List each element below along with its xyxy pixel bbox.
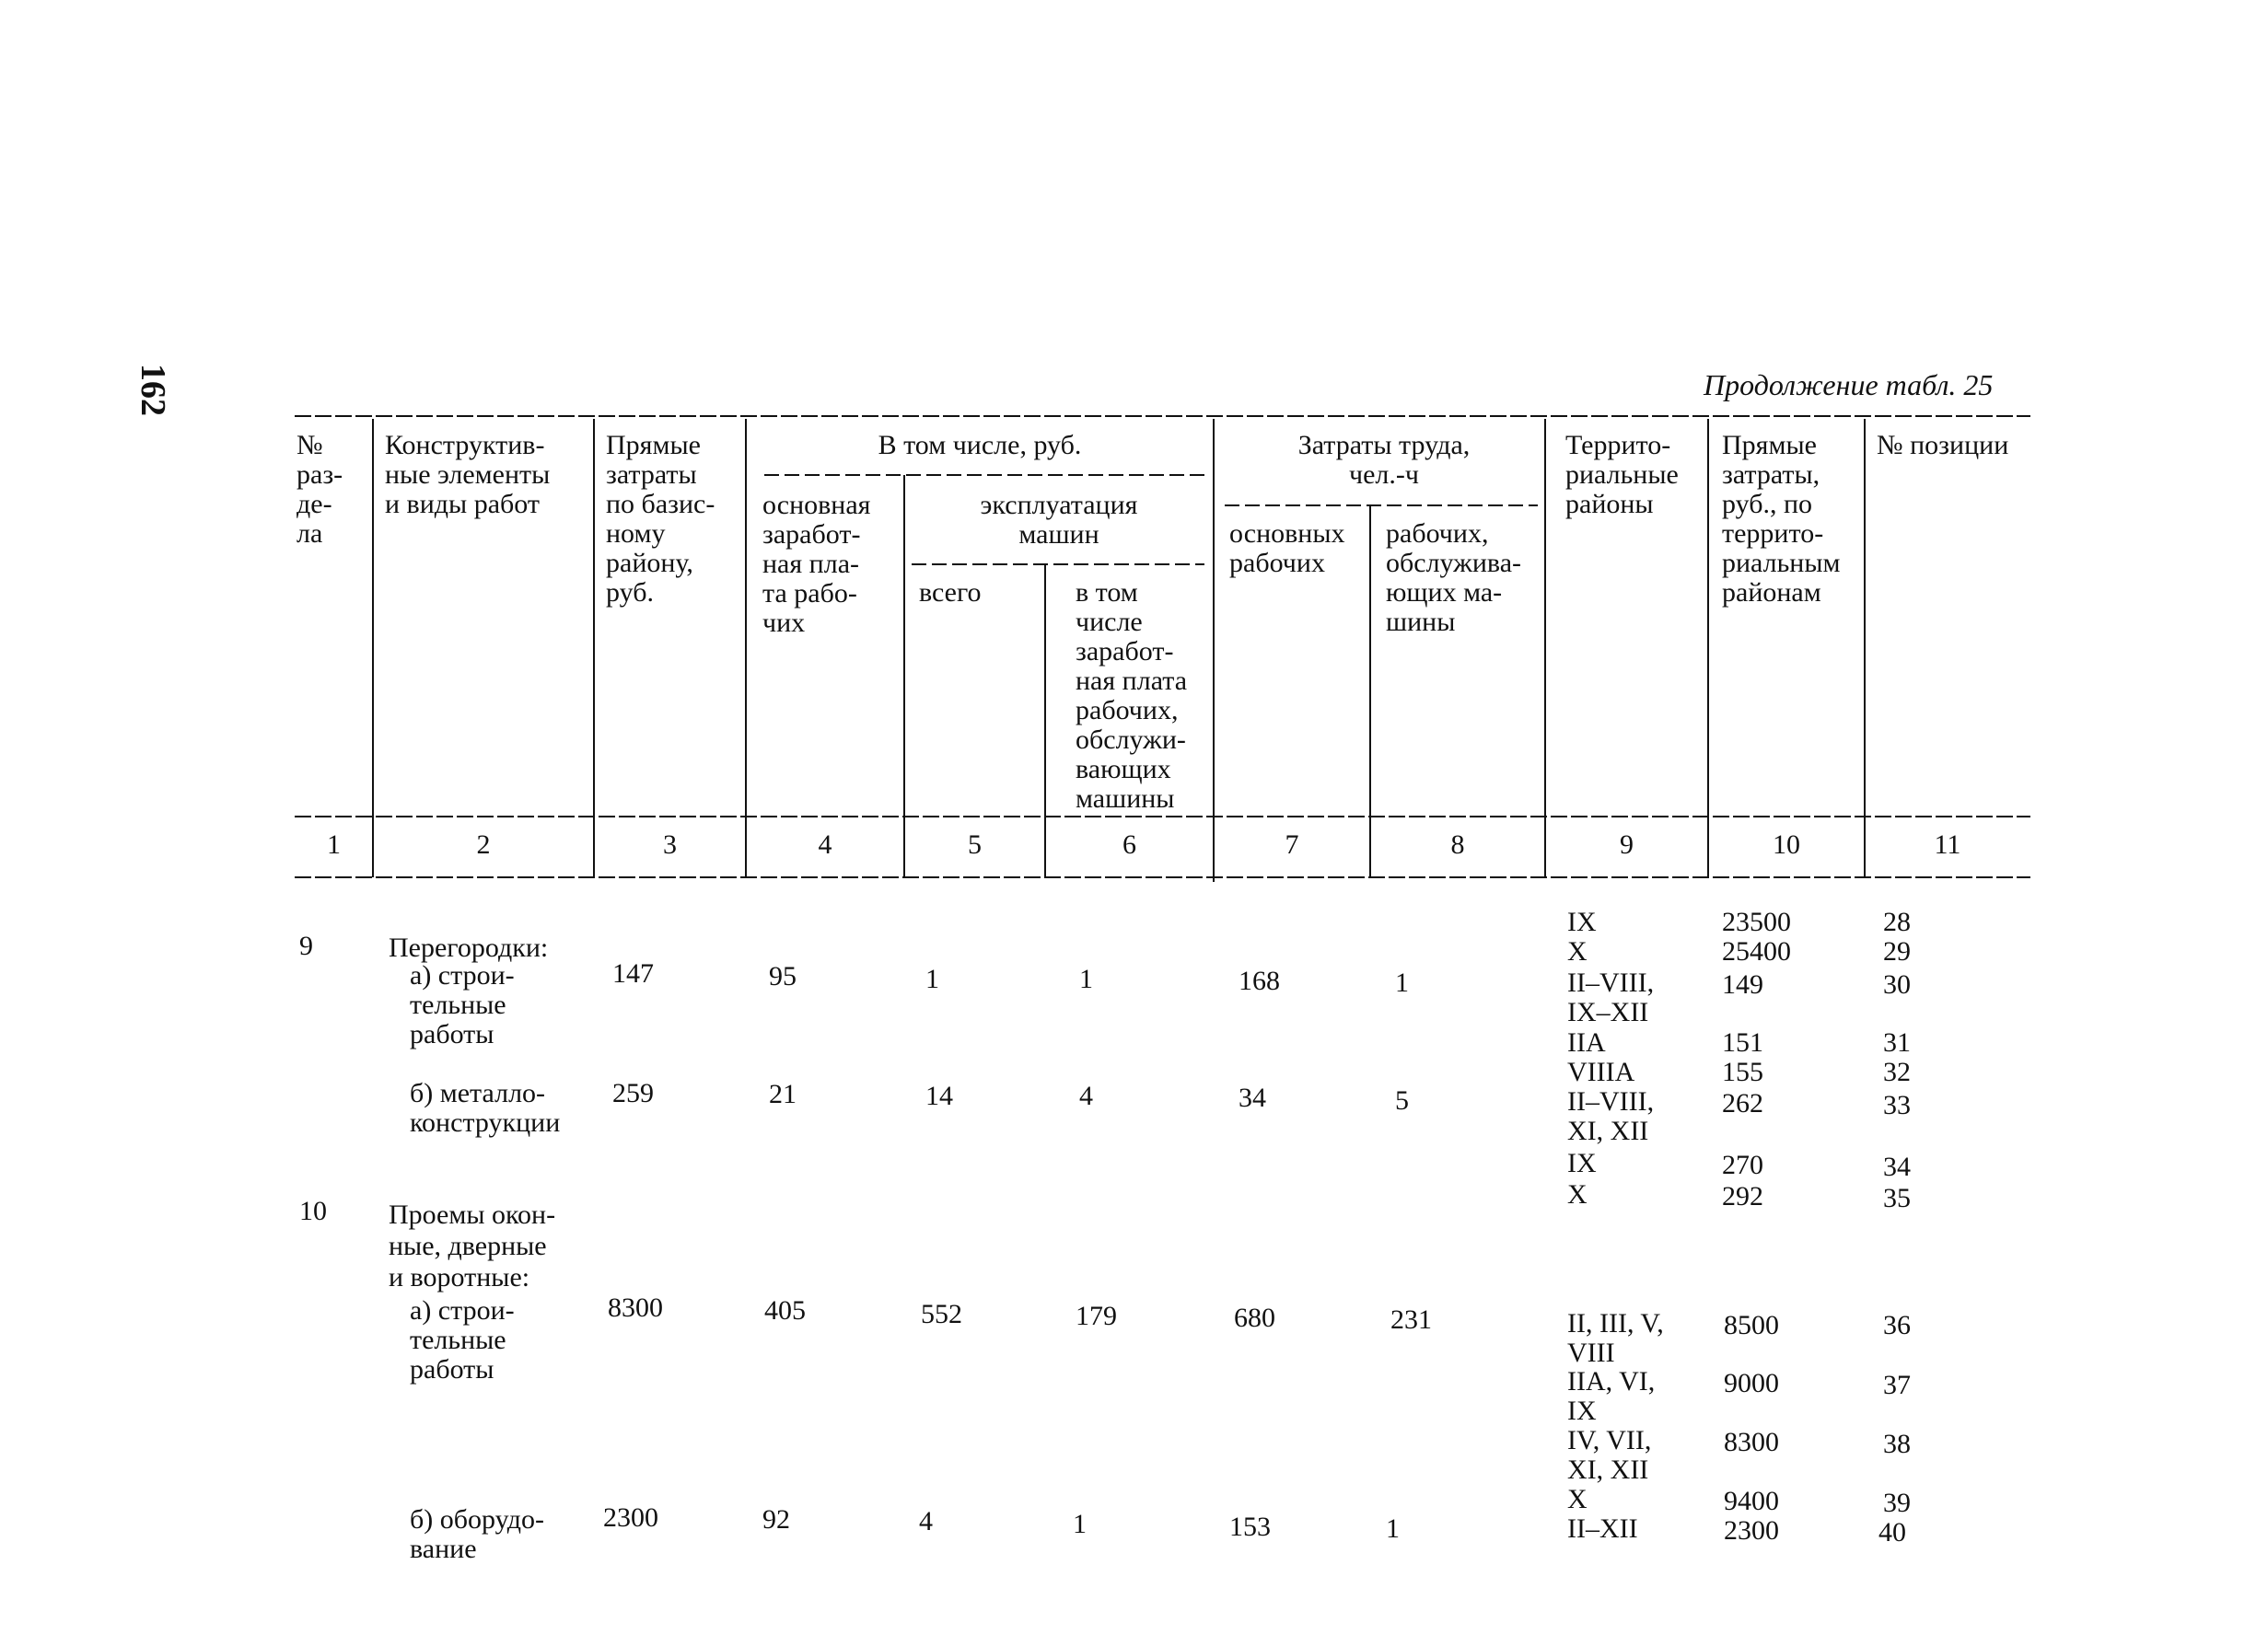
cell-position: 38 [1883,1429,1911,1459]
cell-direct-cost: 2300 [603,1502,658,1533]
cell-labor-machines: 1 [1386,1513,1400,1544]
cell-machines-total: 14 [925,1081,953,1111]
cell-region: II–XII [1567,1513,1638,1544]
cell-region: IV, VII, XI, XII [1567,1425,1652,1485]
column-number: 11 [1934,829,1961,860]
cell-position: 34 [1883,1152,1911,1182]
cell-region-cost: 151 [1722,1027,1763,1058]
cell-region-cost: 155 [1722,1057,1763,1087]
header-section-no: № раз- де- ла [297,430,343,549]
cell-position: 40 [1878,1517,1906,1547]
cell-region-cost: 262 [1722,1088,1763,1119]
cell-position: 30 [1883,969,1911,1000]
cell-direct-cost: 147 [612,958,654,989]
cell-region-cost: 292 [1722,1181,1763,1211]
cell-position: 37 [1883,1370,1911,1400]
cell-position: 32 [1883,1057,1911,1087]
cell-region: IX [1567,907,1597,937]
header-group-machines: эксплуатация машин [980,490,1138,550]
cell-machines-total: 1 [925,964,939,994]
header-machines-wage: в том числе заработ- ная плата рабочих, обслужи- вающих машины [1076,577,1188,814]
cell-position: 28 [1883,907,1911,937]
cell-machines-total: 552 [921,1299,962,1329]
cell-region: X [1567,1179,1588,1210]
header-group-labor: Затраты труда, чел.-ч [1297,430,1471,490]
header-direct-costs-regions: Прямые затраты, руб., по террито- риальным районам [1722,430,1841,608]
cell-labor-main: 168 [1239,966,1280,996]
cell-region: II–VIII, XI, XII [1567,1086,1655,1146]
section-number: 10 [299,1196,327,1226]
cell-region-cost: 23500 [1722,907,1791,937]
section-title: Проемы окон- ные, дверные и воротные: [389,1200,556,1292]
cell-position: 29 [1883,936,1911,967]
cell-labor-main: 34 [1239,1083,1266,1113]
cell-machines-wage: 179 [1076,1301,1117,1331]
header-base-wage: основная заработ- ная пла- та рабо- чих [762,490,871,638]
cell-region-cost: 8500 [1724,1310,1779,1340]
cell-region-cost: 270 [1722,1150,1763,1180]
cell-region-cost: 149 [1722,969,1763,1000]
item-name: б) металло- конструкции [410,1078,561,1138]
cell-direct-cost: 8300 [608,1292,663,1323]
column-number: 1 [327,829,341,860]
cell-region: VIIIA [1567,1057,1635,1087]
cell-region-cost: 25400 [1722,936,1791,967]
header-regions: Террито- риальные районы [1565,430,1679,519]
cell-machines-wage: 1 [1079,964,1093,994]
column-number: 4 [818,829,832,860]
section-number: 9 [299,931,313,961]
item-name: а) строи- тельные работы [410,1295,515,1385]
column-number: 7 [1285,829,1299,860]
cell-region-cost: 9000 [1724,1368,1779,1398]
column-number: 5 [968,829,982,860]
page-number: 162 [134,364,172,416]
cell-machines-wage: 4 [1079,1081,1093,1111]
cell-position: 31 [1883,1027,1911,1058]
cell-position: 35 [1883,1183,1911,1213]
cell-region-cost: 9400 [1724,1486,1779,1516]
cell-region: X [1567,1484,1588,1514]
header-elements: Конструктив- ные элементы и виды работ [385,430,551,519]
header-machines-total: всего [919,577,982,608]
header-group-rub: В том числе, руб. [878,430,1082,460]
cell-region: II, III, V, VIII [1567,1308,1664,1368]
column-number: 9 [1620,829,1634,860]
cell-region-cost: 8300 [1724,1427,1779,1457]
cell-region: II–VIII, IX–XII [1567,968,1655,1027]
cell-labor-main: 153 [1229,1512,1271,1542]
cell-region: X [1567,936,1588,967]
header-labor-machines: рабочих, обслужива- ющих ма- шины [1386,518,1522,637]
cell-base-wage: 405 [764,1295,806,1326]
cell-direct-cost: 259 [612,1078,654,1108]
section-title: Перегородки: [389,933,549,963]
cell-labor-machines: 1 [1395,968,1409,998]
cell-base-wage: 92 [762,1504,790,1535]
cell-position: 39 [1883,1488,1911,1518]
item-name: б) оборудо- вание [410,1504,544,1564]
column-number: 10 [1773,829,1800,860]
item-name: а) строи- тельные работы [410,960,515,1049]
cell-labor-main: 680 [1234,1303,1275,1333]
cell-region-cost: 2300 [1724,1515,1779,1546]
cell-base-wage: 21 [769,1079,797,1109]
column-number: 2 [476,829,491,860]
cell-region: IIA, VI, IX [1567,1366,1656,1426]
cell-labor-machines: 5 [1395,1085,1409,1116]
cell-position: 33 [1883,1090,1911,1120]
cell-position: 36 [1883,1310,1911,1340]
column-number: 8 [1450,829,1465,860]
header-labor-main: основных рабочих [1229,518,1345,578]
column-number: 6 [1122,829,1136,860]
header-position-no: № позиции [1877,430,2009,460]
cell-base-wage: 95 [769,961,797,991]
cell-region: IX [1567,1148,1597,1178]
header-direct-costs-base: Прямые затраты по базис- ному району, руб. [606,430,715,608]
cell-labor-machines: 231 [1390,1304,1432,1335]
cell-region: IIA [1567,1027,1606,1058]
table-continuation-note: Продолжение табл. 25 [1704,368,1994,401]
cell-machines-wage: 1 [1073,1509,1087,1539]
cell-machines-total: 4 [919,1506,933,1536]
column-number: 3 [663,829,677,860]
